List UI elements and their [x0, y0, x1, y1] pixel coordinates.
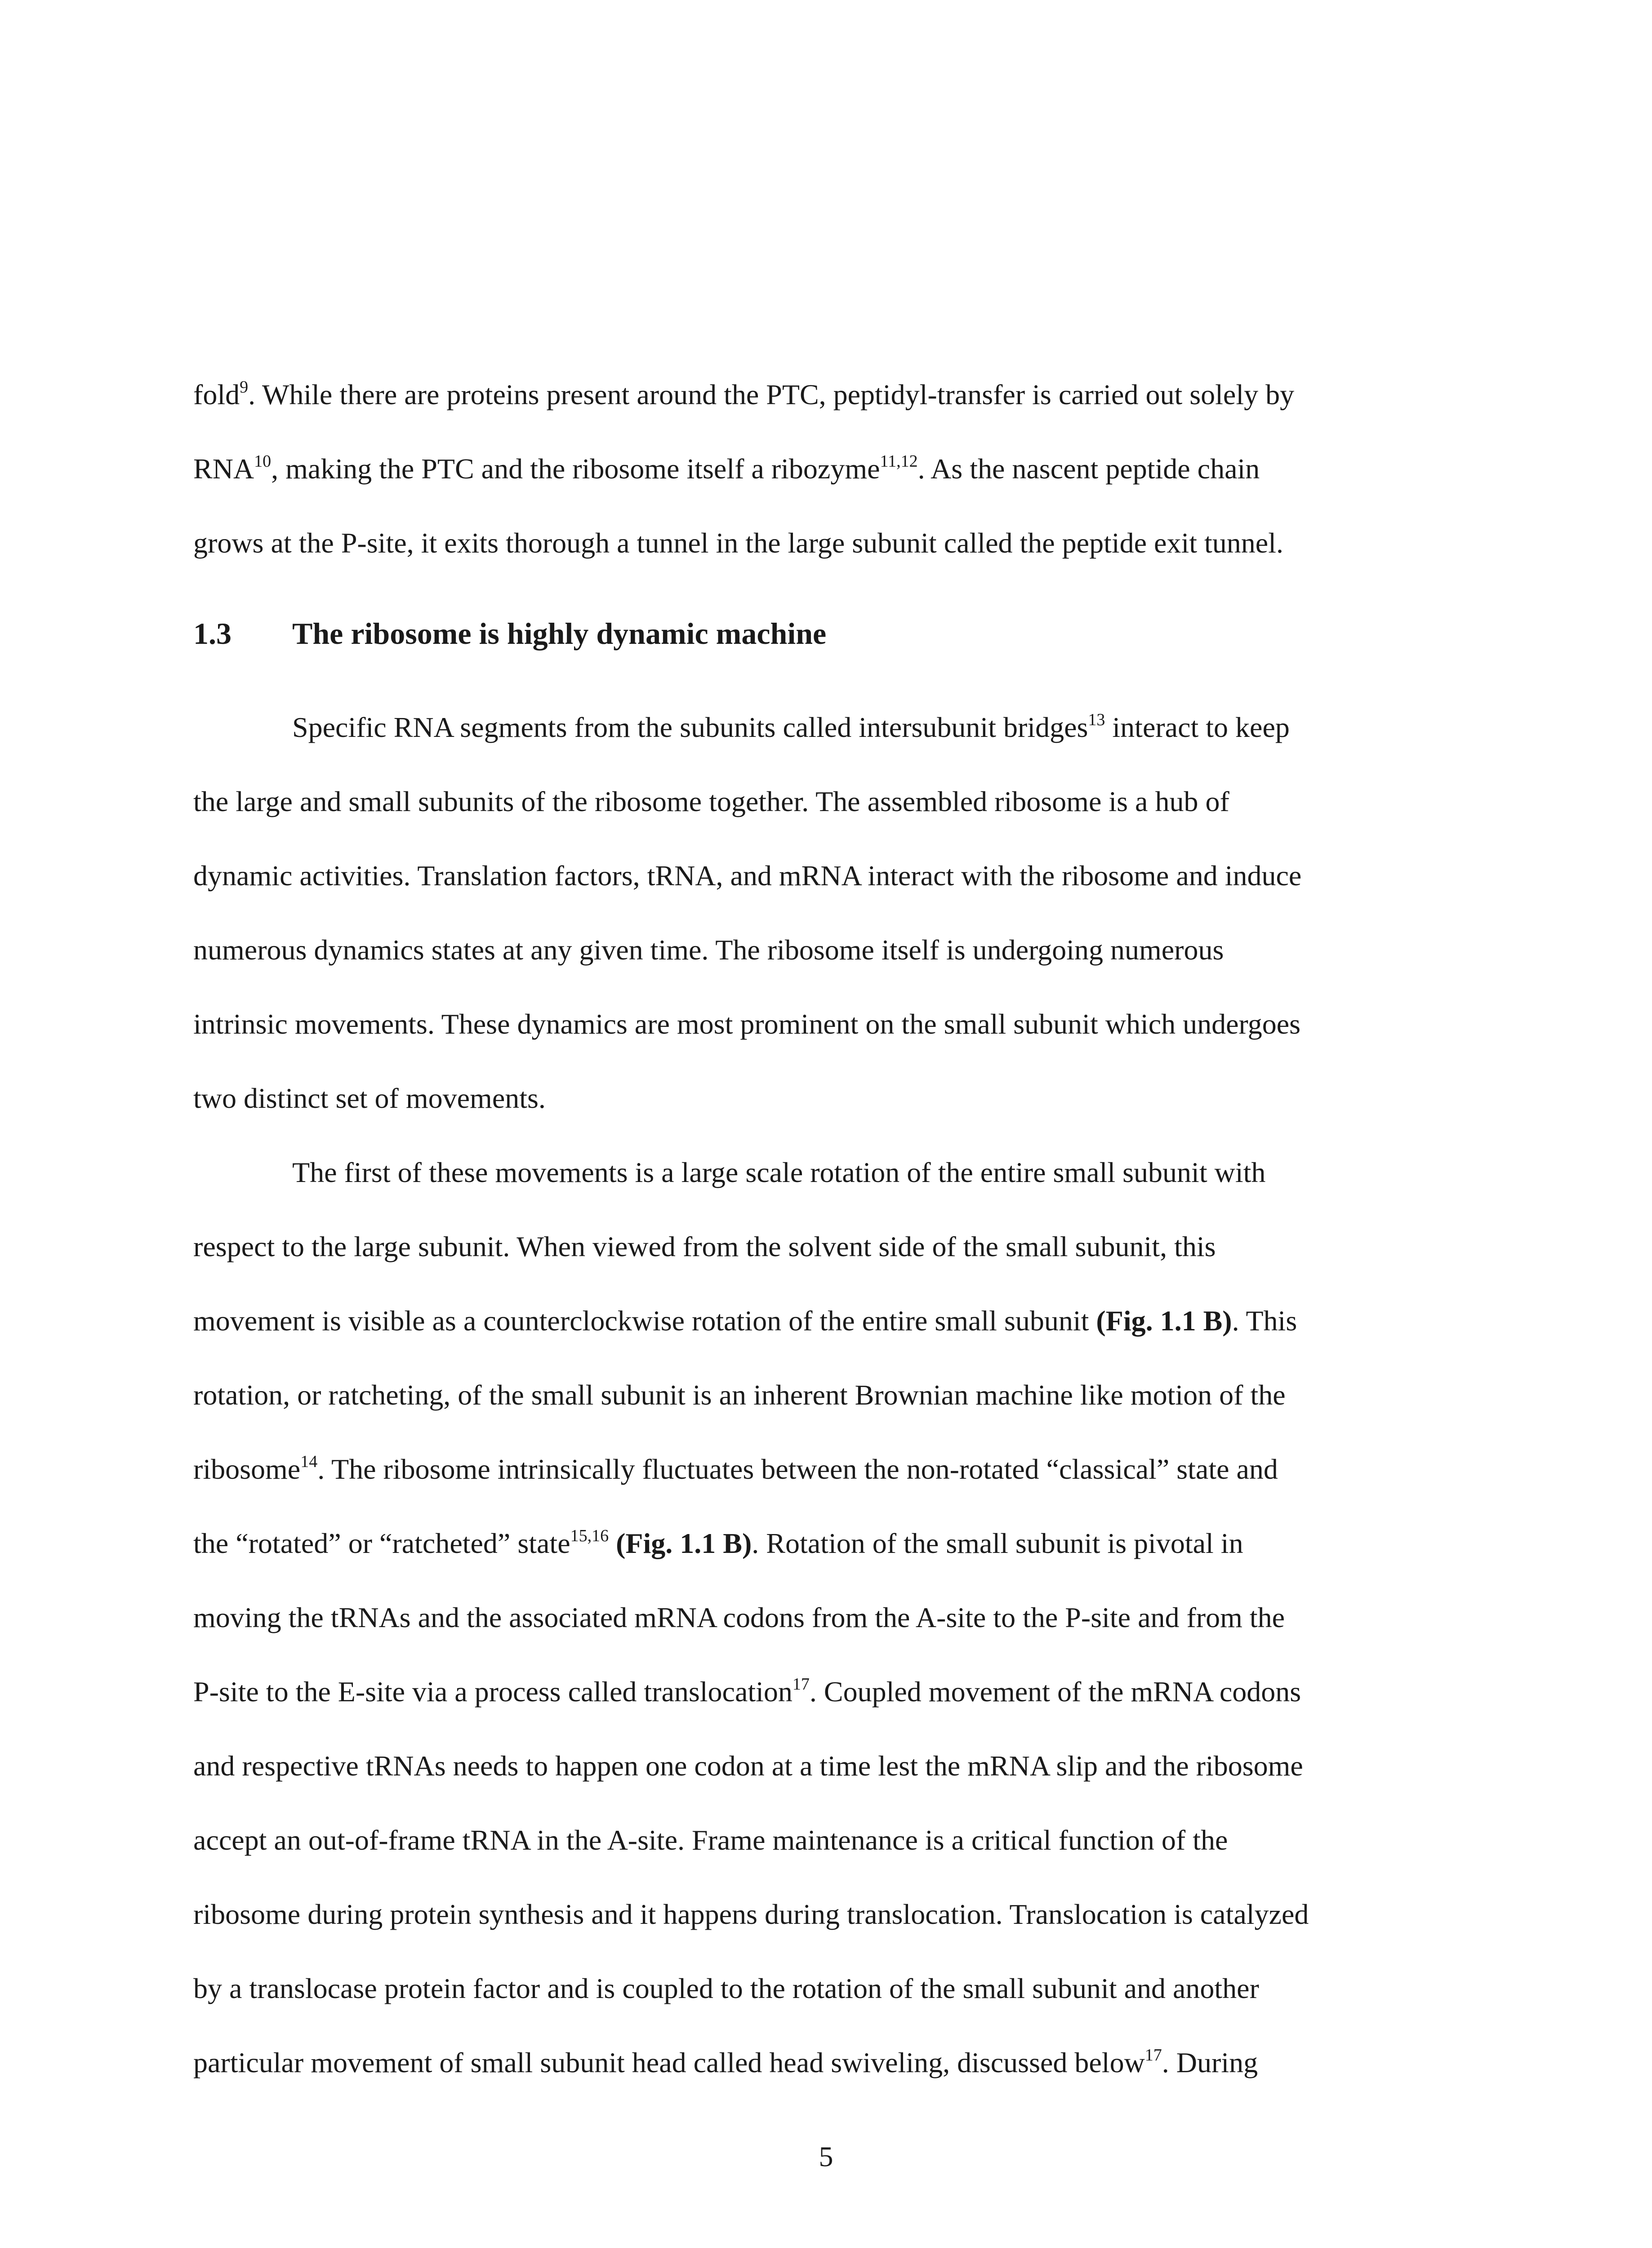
- text-line: and respective tRNAs needs to happen one codon at a time lest the mRNA slip and the ribosome: [193, 1750, 1303, 1782]
- text-line: P-site to the E-site via a process called translocation$^{17}$. Coupled movement of the mRNA codons: [193, 1675, 1301, 1708]
- page-number: 5: [819, 2141, 833, 2172]
- text-line: accept an out-of-frame tRNA in the A-site. Frame maintenance is a critical function of the: [193, 1824, 1228, 1856]
- text-line: two distinct set of movements.: [193, 1082, 546, 1114]
- text-line: numerous dynamics states at any given time. The ribosome itself is undergoing numerous: [193, 934, 1224, 966]
- text-line: moving the tRNAs and the associated mRNA codons from the A-site to the P-site and from the: [193, 1601, 1285, 1633]
- text-line: fold$^9$. While there are proteins present around the PTC, peptidyl-transfer is carried out solely by: [193, 378, 1295, 410]
- text-line: ribosome$^{14}$. The ribosome intrinsically fluctuates between the non-rotated “classical” state and: [193, 1452, 1278, 1485]
- text-line: by a translocase protein factor and is coupled to the rotation of the small subunit and another: [193, 1972, 1259, 2004]
- text-line: particular movement of small subunit head called head swiveling, discussed below$^{17}$. During: [193, 2046, 1258, 2079]
- text-line: rotation, or ratcheting, of the small subunit is an inherent Brownian machine like motion of the: [193, 1379, 1286, 1411]
- citation-superscript: 17: [792, 1675, 810, 1694]
- text-line: Specific RNA segments from the subunits called intersubunit bridges$^{13}$ interact to keep: [292, 710, 1290, 743]
- paragraph-continued: [193, 357, 1447, 580]
- citation-superscript: 11,12: [880, 452, 918, 471]
- citation-superscript: 17: [1144, 2046, 1162, 2065]
- text-line: grows at the P-site, it exits thorough a tunnel in the large subunit called the peptide exit tunnel.: [193, 527, 1283, 559]
- text-line: The first of these movements is a large scale rotation of the entire small subunit with: [292, 1156, 1266, 1188]
- figure-reference: (Fig. 1.1 B): [609, 1527, 752, 1559]
- text-line: movement is visible as a counterclockwise rotation of the entire small subunit (Fig. 1.1 B). This: [193, 1305, 1297, 1337]
- section-title: The ribosome is highly dynamic machine: [292, 616, 827, 651]
- paragraph-intersubunit-bridges: [193, 690, 1447, 1135]
- citation-superscript: 15,16: [570, 1526, 609, 1545]
- citation-superscript: 9: [240, 378, 249, 397]
- section-number: 1.3: [193, 616, 232, 651]
- paragraph-rotation: [193, 1135, 1447, 2100]
- text-line: respect to the large subunit. When viewed from the solvent side of the small subunit, this: [193, 1231, 1216, 1262]
- section-heading: [193, 616, 826, 651]
- text-line: the “rotated” or “ratcheted” state$^{15,16}$ (Fig. 1.1 B). Rotation of the small subunit is pivotal in: [193, 1526, 1243, 1559]
- text-line: dynamic activities. Translation factors, tRNA, and mRNA interact with the ribosome and induce: [193, 860, 1302, 892]
- figure-reference: (Fig. 1.1 B): [1096, 1305, 1232, 1337]
- text-line: the large and small subunits of the ribosome together. The assembled ribosome is a hub of: [193, 785, 1229, 817]
- text-line: intrinsic movements. These dynamics are most prominent on the small subunit which undergoes: [193, 1008, 1300, 1040]
- citation-superscript: 10: [254, 452, 272, 471]
- text-line: ribosome during protein synthesis and it happens during translocation. Translocation is catalyzed: [193, 1898, 1309, 1930]
- citation-superscript: 14: [300, 1452, 318, 1471]
- text-line: RNA$^{10}$, making the PTC and the ribosome itself a ribozyme$^{11,12}$. As the nascent peptide chain: [193, 452, 1260, 485]
- citation-superscript: 13: [1088, 710, 1105, 729]
